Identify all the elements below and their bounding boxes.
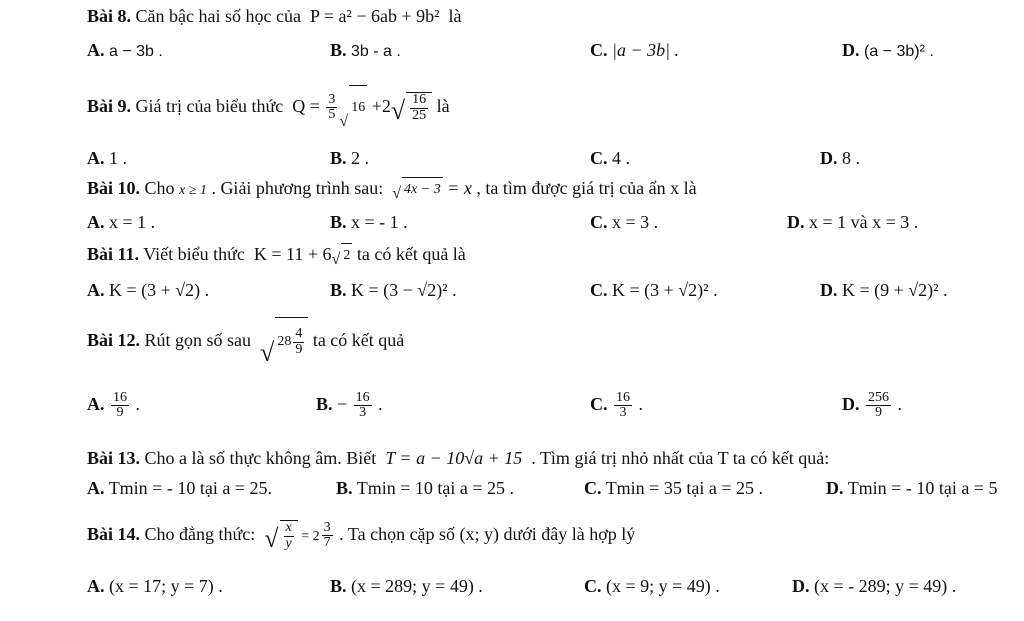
equation-tail: = x	[447, 178, 472, 198]
question-tail: . Tìm giá trị nhỏ nhất của T ta có kết quả:	[531, 448, 830, 468]
option-text: x = - 1 .	[351, 212, 408, 232]
question-text: Cho	[144, 178, 175, 198]
question-label: Bài 8.	[87, 6, 132, 26]
sqrt-16-25: √ $\frac{16}{25}$	[391, 92, 432, 123]
option-d[interactable]	[820, 146, 860, 170]
option-label: C.	[584, 478, 602, 498]
option-text: (x = - 289; y = 49) .	[814, 576, 957, 596]
option-text: K = (3 + √2)² .	[612, 280, 718, 300]
option-label: D.	[820, 280, 838, 300]
sqrt-16: √ 16	[339, 85, 367, 130]
option-label: D.	[842, 40, 860, 60]
sqrt-4x-3: √ 4x − 3	[392, 177, 443, 202]
option-text: |a − 3b| .	[612, 40, 680, 60]
option-label: C.	[590, 148, 608, 168]
question-11	[87, 242, 466, 268]
option-a[interactable]: A. $\frac{16}{9}$ .	[87, 389, 140, 421]
expression: P = a² − 6ab + 9b²	[309, 6, 440, 26]
question-text: Rút gọn số sau	[144, 330, 252, 350]
question-label: Bài 11.	[87, 244, 140, 264]
question-text: . Giải phương trình sau:	[211, 178, 384, 198]
option-label: B.	[330, 148, 347, 168]
sqrt-2: √ 2	[332, 243, 353, 268]
fraction-3-7: $\frac{3}{7}$	[323, 519, 331, 551]
option-a[interactable]	[87, 476, 272, 500]
option-text: 4 .	[612, 148, 630, 168]
option-text: Tmin = 10 tại a = 25 .	[356, 478, 514, 498]
option-c[interactable]	[590, 210, 658, 234]
question-14: Bài 14. Cho đẳng thức: √ $\frac{x}{y}$ = 2 $\frac{3}{7}$ . Ta chọn cặp số (x; y) dưới đây là hợp lý	[87, 519, 636, 553]
option-label: C.	[584, 576, 602, 596]
option-text: (a − 3b)² .	[864, 43, 934, 60]
question-label: Bài 13.	[87, 448, 141, 468]
option-text: 1 .	[109, 148, 127, 168]
option-c[interactable]	[590, 38, 679, 62]
q-prefix: Q =	[292, 96, 320, 116]
option-b[interactable]: B. − $\frac{16}{3}$ .	[316, 389, 383, 421]
question-8	[87, 4, 462, 28]
option-c[interactable]	[590, 146, 630, 170]
question-13	[87, 446, 829, 470]
expression: T = a − 10√a + 15	[385, 448, 523, 468]
option-label: D.	[842, 394, 860, 414]
option-label: B.	[336, 478, 353, 498]
question-text: Viết biểu thức	[143, 244, 245, 264]
option-a[interactable]	[87, 278, 209, 302]
option-text: (x = 9; y = 49) .	[606, 576, 720, 596]
option-d[interactable]: D. $\frac{256}{9}$ .	[842, 389, 902, 421]
option-b[interactable]	[330, 146, 369, 170]
option-text: Tmin = - 10 tại a = 25.	[108, 478, 272, 498]
option-text: x = 3 .	[612, 212, 659, 232]
option-text: (x = 289; y = 49) .	[351, 576, 483, 596]
question-12	[87, 316, 404, 366]
question-tail: ta có kết quả là	[356, 244, 466, 264]
option-b[interactable]	[336, 476, 514, 500]
question-label: Bài 9.	[87, 96, 132, 116]
option-c[interactable]	[590, 278, 718, 302]
question-text: Giá trị của biểu thức	[135, 96, 284, 116]
question-tail: là	[436, 96, 450, 116]
fraction: $\frac{16}{9}$	[113, 389, 127, 421]
question-text: , ta tìm được giá trị của ẩn x là	[476, 178, 697, 198]
option-c[interactable]	[584, 476, 763, 500]
option-b[interactable]	[330, 574, 483, 598]
option-text: x = 1 .	[109, 212, 156, 232]
fraction-3-5: $\frac{3}{5}$	[328, 91, 336, 123]
option-label: A.	[87, 280, 105, 300]
question-text: Cho đẳng thức:	[144, 524, 256, 544]
question-tail: ta có kết quả	[312, 330, 405, 350]
option-a[interactable]	[87, 146, 127, 170]
option-label: B.	[316, 394, 333, 414]
sqrt-28-4-9: √ 28 $\frac{4}{9}$	[260, 317, 308, 366]
option-label: C.	[590, 40, 608, 60]
option-label: D.	[820, 148, 838, 168]
option-d[interactable]	[826, 476, 997, 500]
option-label: A.	[87, 576, 105, 596]
option-text: a − 3b .	[109, 43, 163, 60]
option-label: C.	[590, 212, 608, 232]
option-c[interactable]	[584, 574, 720, 598]
option-text: Tmin = - 10 tại a = 5	[847, 478, 998, 498]
option-c[interactable]: C. $\frac{16}{3}$ .	[590, 389, 643, 421]
option-text: K = (9 + √2)² .	[842, 280, 948, 300]
option-label: A.	[87, 212, 105, 232]
question-text: Cho a là số thực không âm. Biết	[144, 448, 377, 468]
option-a[interactable]	[87, 210, 155, 234]
option-text: Tmin = 35 tại a = 25 .	[605, 478, 763, 498]
option-text: 3b - a .	[351, 43, 401, 60]
question-10	[87, 176, 697, 203]
option-d[interactable]	[787, 210, 918, 234]
condition: x ≥ 1	[179, 183, 207, 198]
question-tail: . Ta chọn cặp số (x; y) dưới đây là hợp lý	[339, 524, 636, 544]
fraction: $\frac{256}{9}$	[868, 389, 889, 421]
option-text: K = (3 − √2)² .	[351, 280, 457, 300]
option-label: B.	[330, 280, 347, 300]
option-label: A.	[87, 478, 105, 498]
option-label: D.	[792, 576, 810, 596]
option-label: B.	[330, 576, 347, 596]
option-d[interactable]	[792, 574, 956, 598]
option-text: 8 .	[842, 148, 860, 168]
option-b[interactable]	[330, 278, 457, 302]
option-label: A.	[87, 148, 105, 168]
fraction: $\frac{16}{3}$	[616, 389, 630, 421]
option-a[interactable]	[87, 38, 163, 64]
question-label: Bài 10.	[87, 178, 141, 198]
option-d[interactable]	[820, 278, 948, 302]
option-label: D.	[826, 478, 844, 498]
expression: K = 11 + 6	[253, 244, 332, 264]
question-text: Căn bậc hai số học của	[135, 6, 301, 26]
option-label: C.	[590, 280, 608, 300]
option-label: B.	[330, 212, 347, 232]
question-tail: là	[448, 6, 462, 26]
question-label: Bài 12.	[87, 330, 141, 350]
sqrt-x-over-y: √ $\frac{x}{y}$	[264, 520, 298, 551]
option-a[interactable]	[87, 574, 223, 598]
option-text: x = 1 và x = 3 .	[809, 212, 919, 232]
question-label: Bài 14.	[87, 524, 141, 544]
option-b[interactable]	[330, 38, 401, 64]
option-d[interactable]	[842, 38, 934, 64]
option-text: (x = 17; y = 7) .	[109, 576, 223, 596]
option-label: D.	[787, 212, 805, 232]
option-b[interactable]	[330, 210, 408, 234]
option-text: K = (3 + √2) .	[109, 280, 210, 300]
option-text: 2 .	[351, 148, 370, 168]
fraction: $\frac{16}{3}$	[355, 389, 370, 421]
option-label: A.	[87, 40, 105, 60]
question-9: Bài 9. Giá trị của biểu thức Q = $\frac{3}{5}$ √ 16 +2 √ $\frac{16}{25}$ là	[87, 84, 450, 130]
option-label: C.	[590, 394, 608, 414]
option-label: A.	[87, 394, 105, 414]
option-label: B.	[330, 40, 347, 60]
